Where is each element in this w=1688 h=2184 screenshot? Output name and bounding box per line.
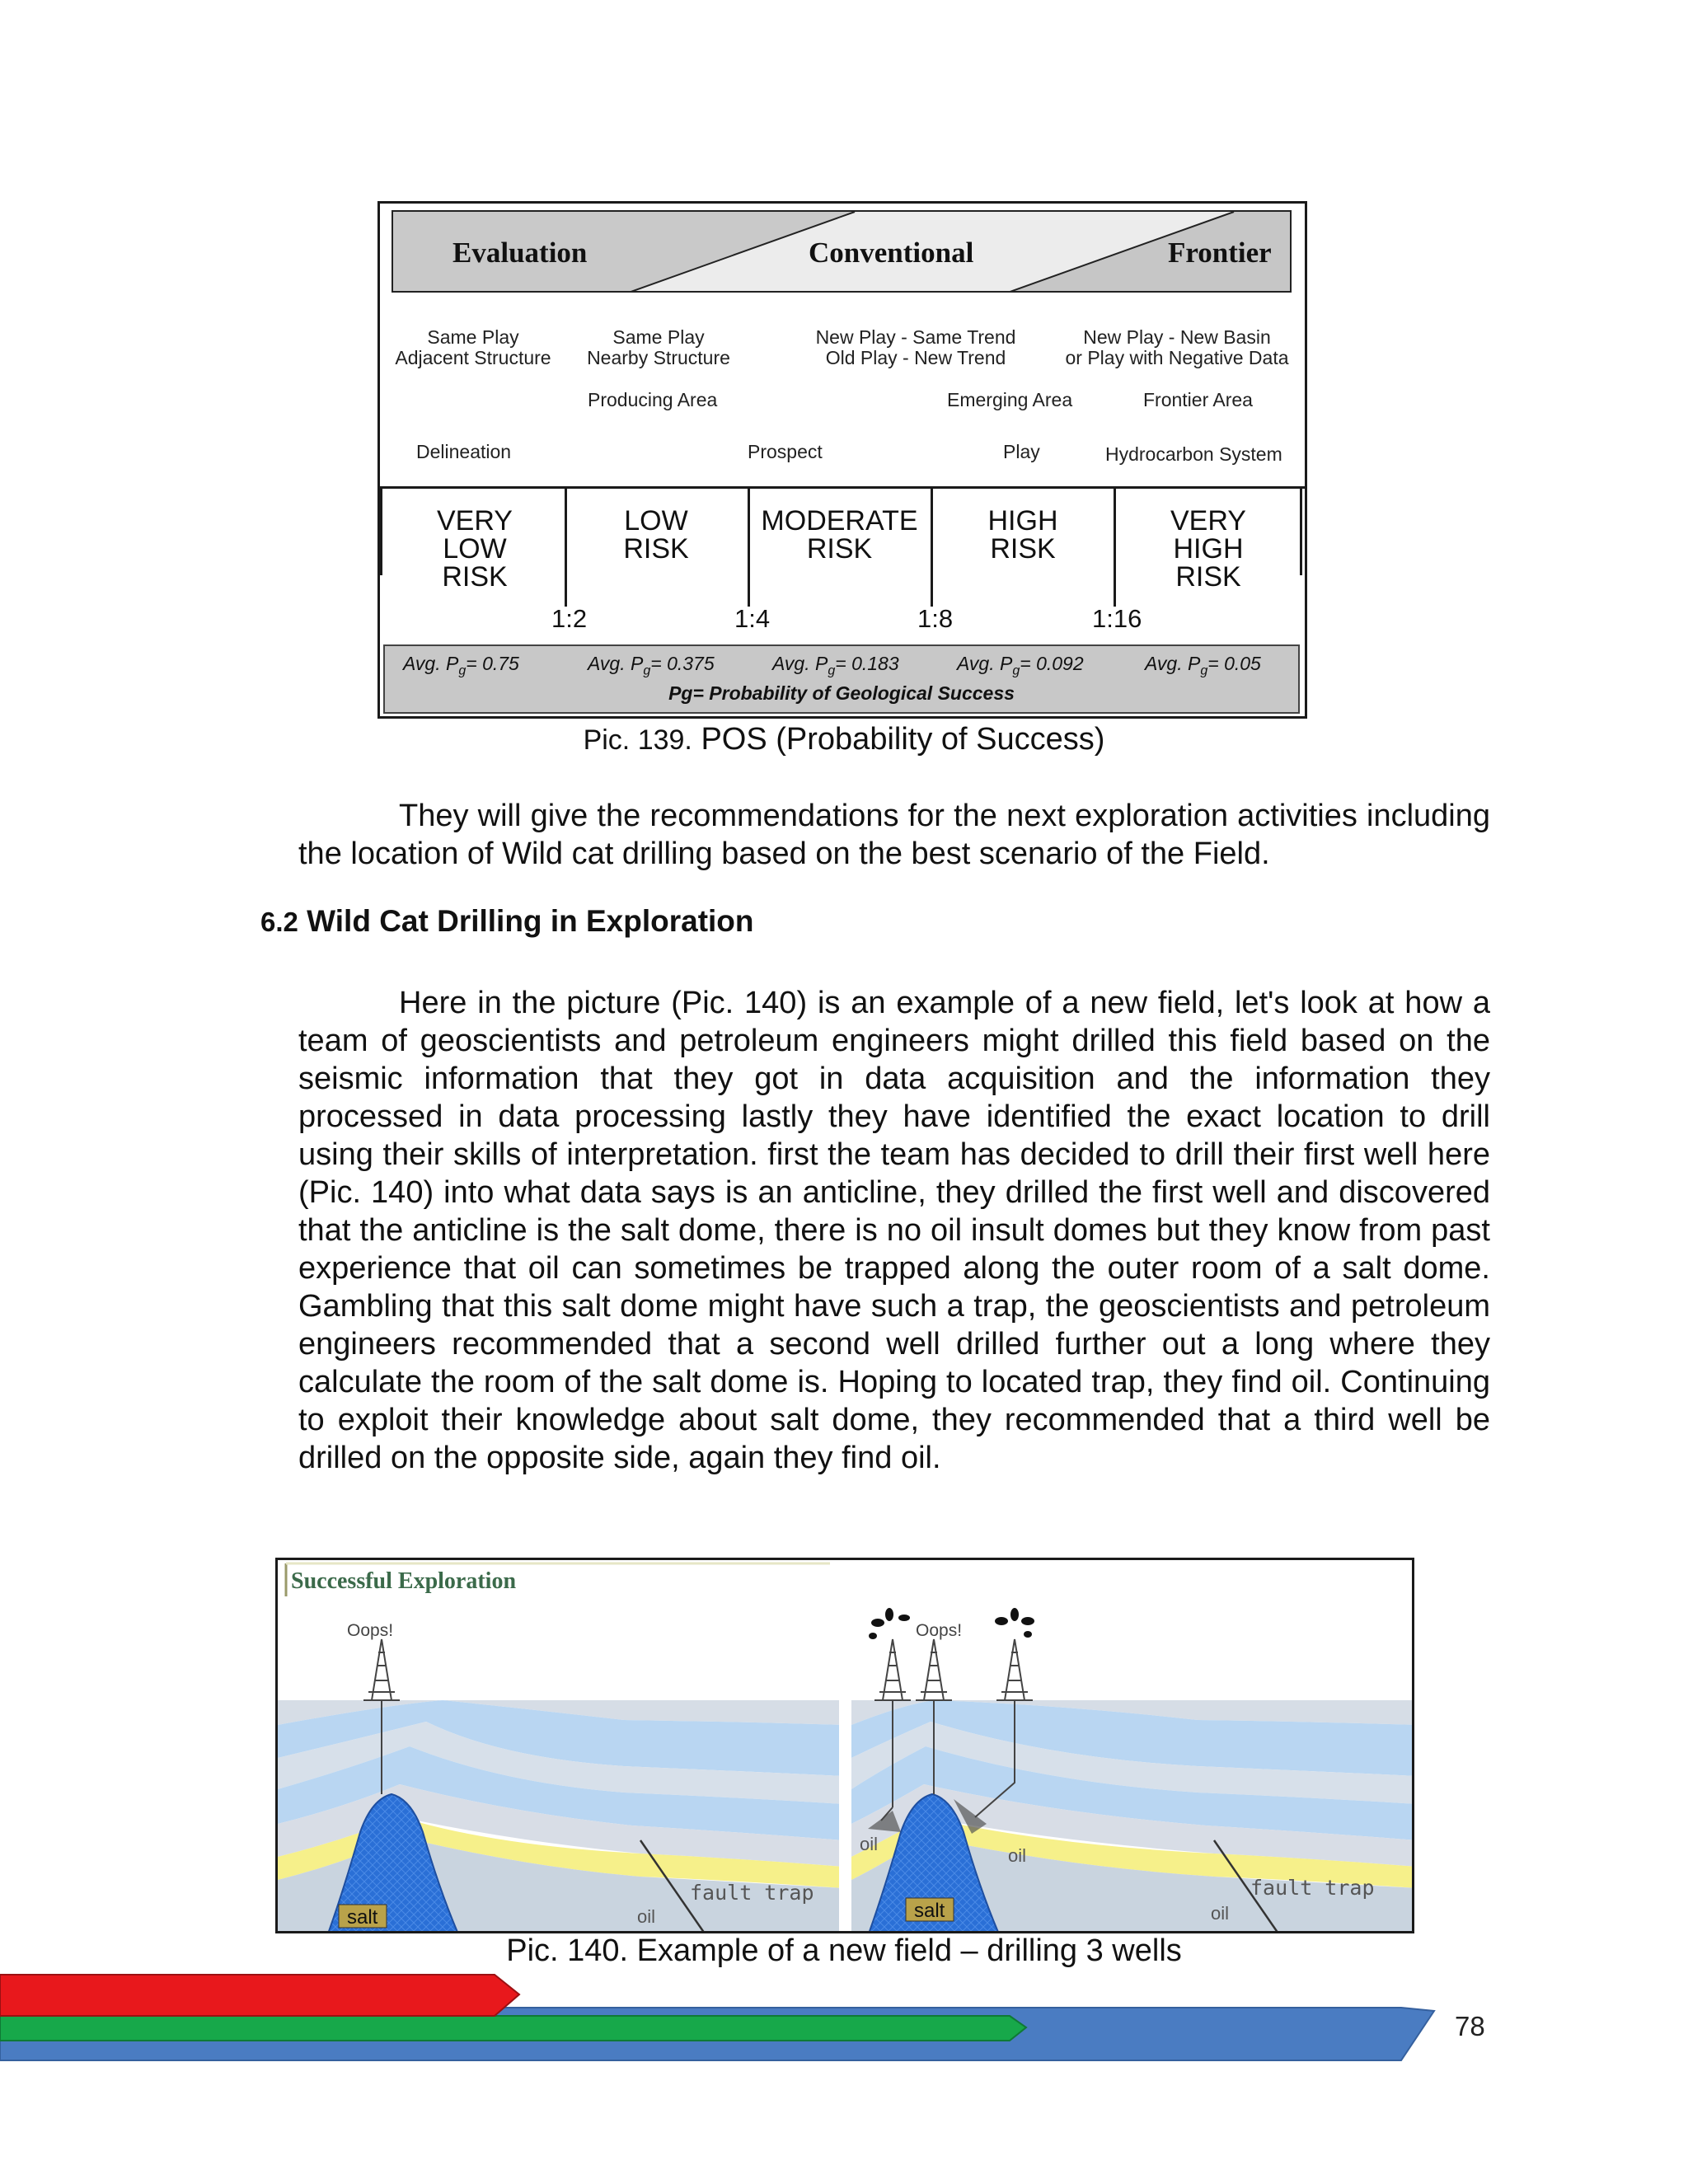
derrick-1	[874, 1639, 911, 1700]
odds-ratio: 1:16	[1092, 604, 1142, 633]
oil-label: oil	[1008, 1845, 1027, 1866]
risk-divider	[931, 486, 933, 607]
level-hydrocarbon-system: Hydrocarbon System	[1105, 443, 1282, 465]
category-new-play-same-trend: New Play - Same Trend Old Play - New Trend	[815, 326, 1016, 368]
category-same-play-nearby: Same Play Nearby Structure	[587, 326, 730, 368]
odds-ratio: 1:8	[917, 604, 954, 633]
risk-very-high: VERY HIGH RISK	[1170, 505, 1246, 593]
oil-label: oil	[1211, 1903, 1230, 1924]
figure-title: Successful Exploration	[291, 1568, 517, 1594]
band-label-evaluation: Evaluation	[452, 237, 588, 269]
footer-arrow-green	[0, 2016, 1026, 2041]
risk-divider	[1300, 486, 1302, 575]
oops-label: Oops!	[916, 1621, 963, 1640]
risk-moderate: MODERATE RISK	[761, 505, 918, 565]
fault-trap-label: fault trap	[690, 1881, 814, 1905]
level-prospect: Prospect	[748, 441, 823, 462]
page-number: 78	[1455, 2011, 1485, 2041]
salt-label: salt	[347, 1906, 378, 1929]
fault-trap-label: fault trap	[1250, 1876, 1375, 1900]
exploration-maturity-band	[392, 210, 1292, 293]
paragraph-wildcat-drilling: Here in the picture (Pic. 140) is an example of a new field, let's look at how a team of geoscientists and petroleum engineers might drilled this field based on the seismic information that they got in data acquisition and the information they processed in data processing lastly they have identified the exact location to drill using their skills of interpretation. first the team has decided to drill their first well here (Pic. 140) into what data says is an anticline, they drilled the first well and discovered that the anticline is the salt dome, there is no oil insult domes but they know from past experience that oil can sometimes be trapped along the outer room of a salt dome. Gambling that this salt dome might have such a trap, the geoscientists and petroleum engineers recommended that a second well drilled further out a long where they calculate the room of the salt dome is. Hoping to located trap, they find oil. Continuing to exploit their knowledge about salt dome, they recommended that a third well be drilled on the opposite side, again they find oil.	[298, 986, 1490, 1475]
risk-divider	[748, 486, 750, 607]
derrick-1	[363, 1639, 400, 1700]
risk-divider	[1114, 486, 1116, 607]
oil-label: oil	[860, 1834, 879, 1854]
area-producing: Producing Area	[588, 389, 718, 410]
salt-label: salt	[914, 1900, 945, 1922]
category-same-play-adjacent: Same Play Adjacent Structure	[395, 326, 551, 368]
avg-pg-value: Avg. $P_g= 0.092$	[957, 653, 1084, 678]
odds-ratio: 1:2	[551, 604, 588, 633]
oil-gusher	[869, 1608, 910, 1639]
level-delineation: Delineation	[416, 441, 512, 462]
footer-arrow-graphic	[0, 1970, 1688, 2077]
avg-probability-bar	[383, 644, 1300, 714]
avg-pg-value: Avg. $P_g= 0.183$	[772, 653, 899, 678]
risk-divider	[380, 486, 382, 575]
derrick-2	[916, 1639, 952, 1700]
risk-very-low: VERY LOW RISK	[437, 505, 513, 593]
area-emerging: Emerging Area	[947, 389, 1073, 410]
odds-ratio: 1:4	[734, 604, 771, 633]
left-panel	[278, 1621, 843, 1931]
risk-low: LOW RISK	[623, 505, 689, 565]
footer-arrows	[0, 1970, 1688, 2077]
section-heading: 6.2 Wild Cat Drilling in Exploration	[260, 904, 754, 938]
oops-label: Oops!	[347, 1621, 394, 1640]
salt-dome-drilling-figure	[275, 1558, 1414, 1933]
oil-label: oil	[637, 1906, 656, 1927]
risk-scale	[380, 486, 1305, 592]
level-play: Play	[1003, 441, 1040, 462]
risk-divider	[565, 486, 567, 607]
figure-caption-139: Pic. 139. POS (Probability of Success)	[583, 722, 1105, 757]
risk-scale-top-line	[380, 486, 1305, 489]
pg-definition: Pg= Probability of Geological Success	[668, 682, 1015, 704]
area-frontier: Frontier Area	[1143, 389, 1253, 410]
pos-risk-figure	[377, 201, 1307, 719]
footer-arrow-red	[0, 1975, 519, 2016]
avg-pg-value: Avg. $P_g= 0.375$	[588, 653, 715, 678]
risk-high: HIGH RISK	[987, 505, 1058, 565]
figure-caption-140: Pic. 140. Example of a new field – drilling 3 wells	[506, 1933, 1182, 1968]
paragraph-recommendations: They will give the recommendations for the next exploration activities including the location of Wild cat drilling based on the best scenario of the Field.	[298, 799, 1490, 871]
oil-gusher	[995, 1608, 1034, 1638]
salt-dome-illustration	[278, 1560, 1412, 1931]
avg-pg-value: Avg. $P_g= 0.05$	[1145, 653, 1261, 678]
band-label-frontier: Frontier	[1168, 237, 1272, 269]
category-new-play-new-basin: New Play - New Basin or Play with Negative Data	[1065, 326, 1289, 368]
band-label-conventional: Conventional	[809, 237, 974, 269]
avg-pg-value: Avg. $P_g= 0.75$	[403, 653, 519, 678]
right-panel	[851, 1608, 1412, 1931]
derrick-3	[996, 1639, 1033, 1700]
